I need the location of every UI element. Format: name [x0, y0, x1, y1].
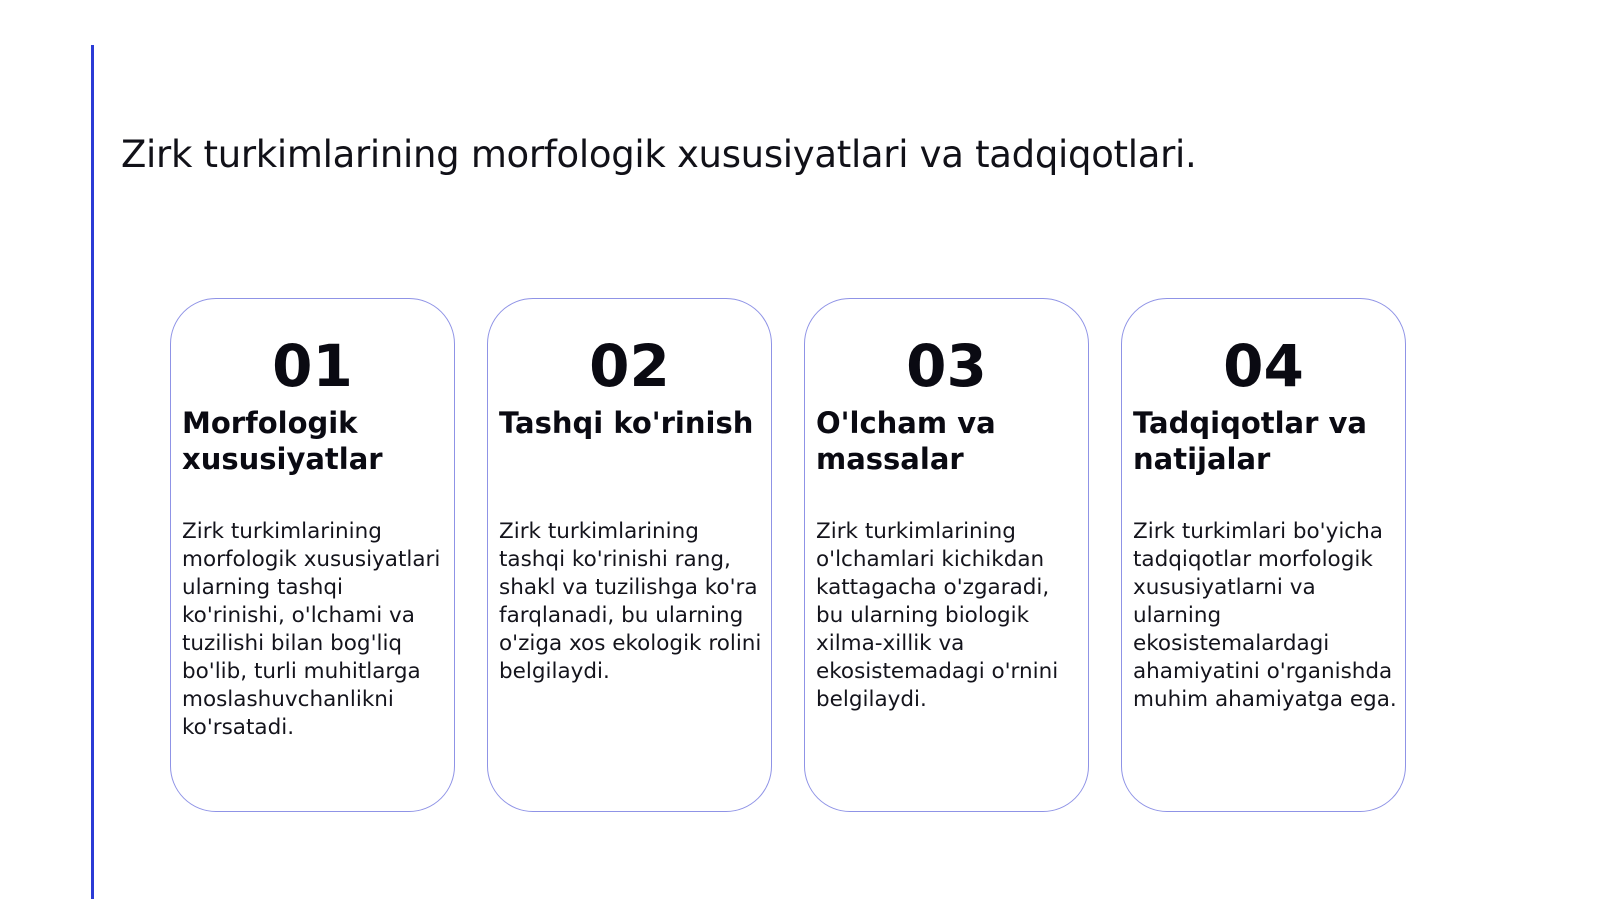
card-text: Zirk turkimlarining morfologik xususiyatlari ularning tashqi ko'rinishi, o'lchami va tuzilishi bilan bog'liq bo'lib, turli muhitlarga moslashuvchanlikni ko'rsatadi.	[182, 519, 441, 740]
card-text: Zirk turkimlari bo'yicha tadqiqotlar morfologik xususiyatlarni va ularning ekosistemalardagi ahamiyatini o'rganishda muhim ahamiyatga ega.	[1133, 519, 1397, 712]
accent-bar	[91, 45, 94, 899]
card-2	[487, 298, 772, 812]
card-number: 02	[589, 332, 670, 400]
card-number: 01	[272, 332, 353, 400]
card-title: Morfologik xususiyatlar	[182, 406, 383, 476]
card-title: Tashqi ko'rinish	[499, 406, 754, 440]
cards-row	[170, 298, 1432, 814]
card-4	[1121, 298, 1406, 812]
card-text: Zirk turkimlarining tashqi ko'rinishi rang, shakl va tuzilishga ko'ra farqlanadi, bu ularning o'ziga xos ekologik rolini belgilaydi.	[499, 519, 762, 684]
card-3	[804, 298, 1089, 812]
slide-title: Zirk turkimlarining morfologik xususiyatlari va tadqiqotlari.	[121, 132, 1197, 176]
card-number: 03	[906, 332, 987, 400]
card-1	[170, 298, 455, 812]
card-title: O'lcham va massalar	[816, 406, 996, 476]
card-number: 04	[1223, 332, 1304, 400]
card-title: Tadqiqotlar va natijalar	[1133, 406, 1367, 476]
card-text: Zirk turkimlarining o'lchamlari kichikdan kattagacha o'zgaradi, bu ularning biologik xilma-xillik va ekosistemadagi o'rnini belgilaydi.	[816, 519, 1059, 712]
